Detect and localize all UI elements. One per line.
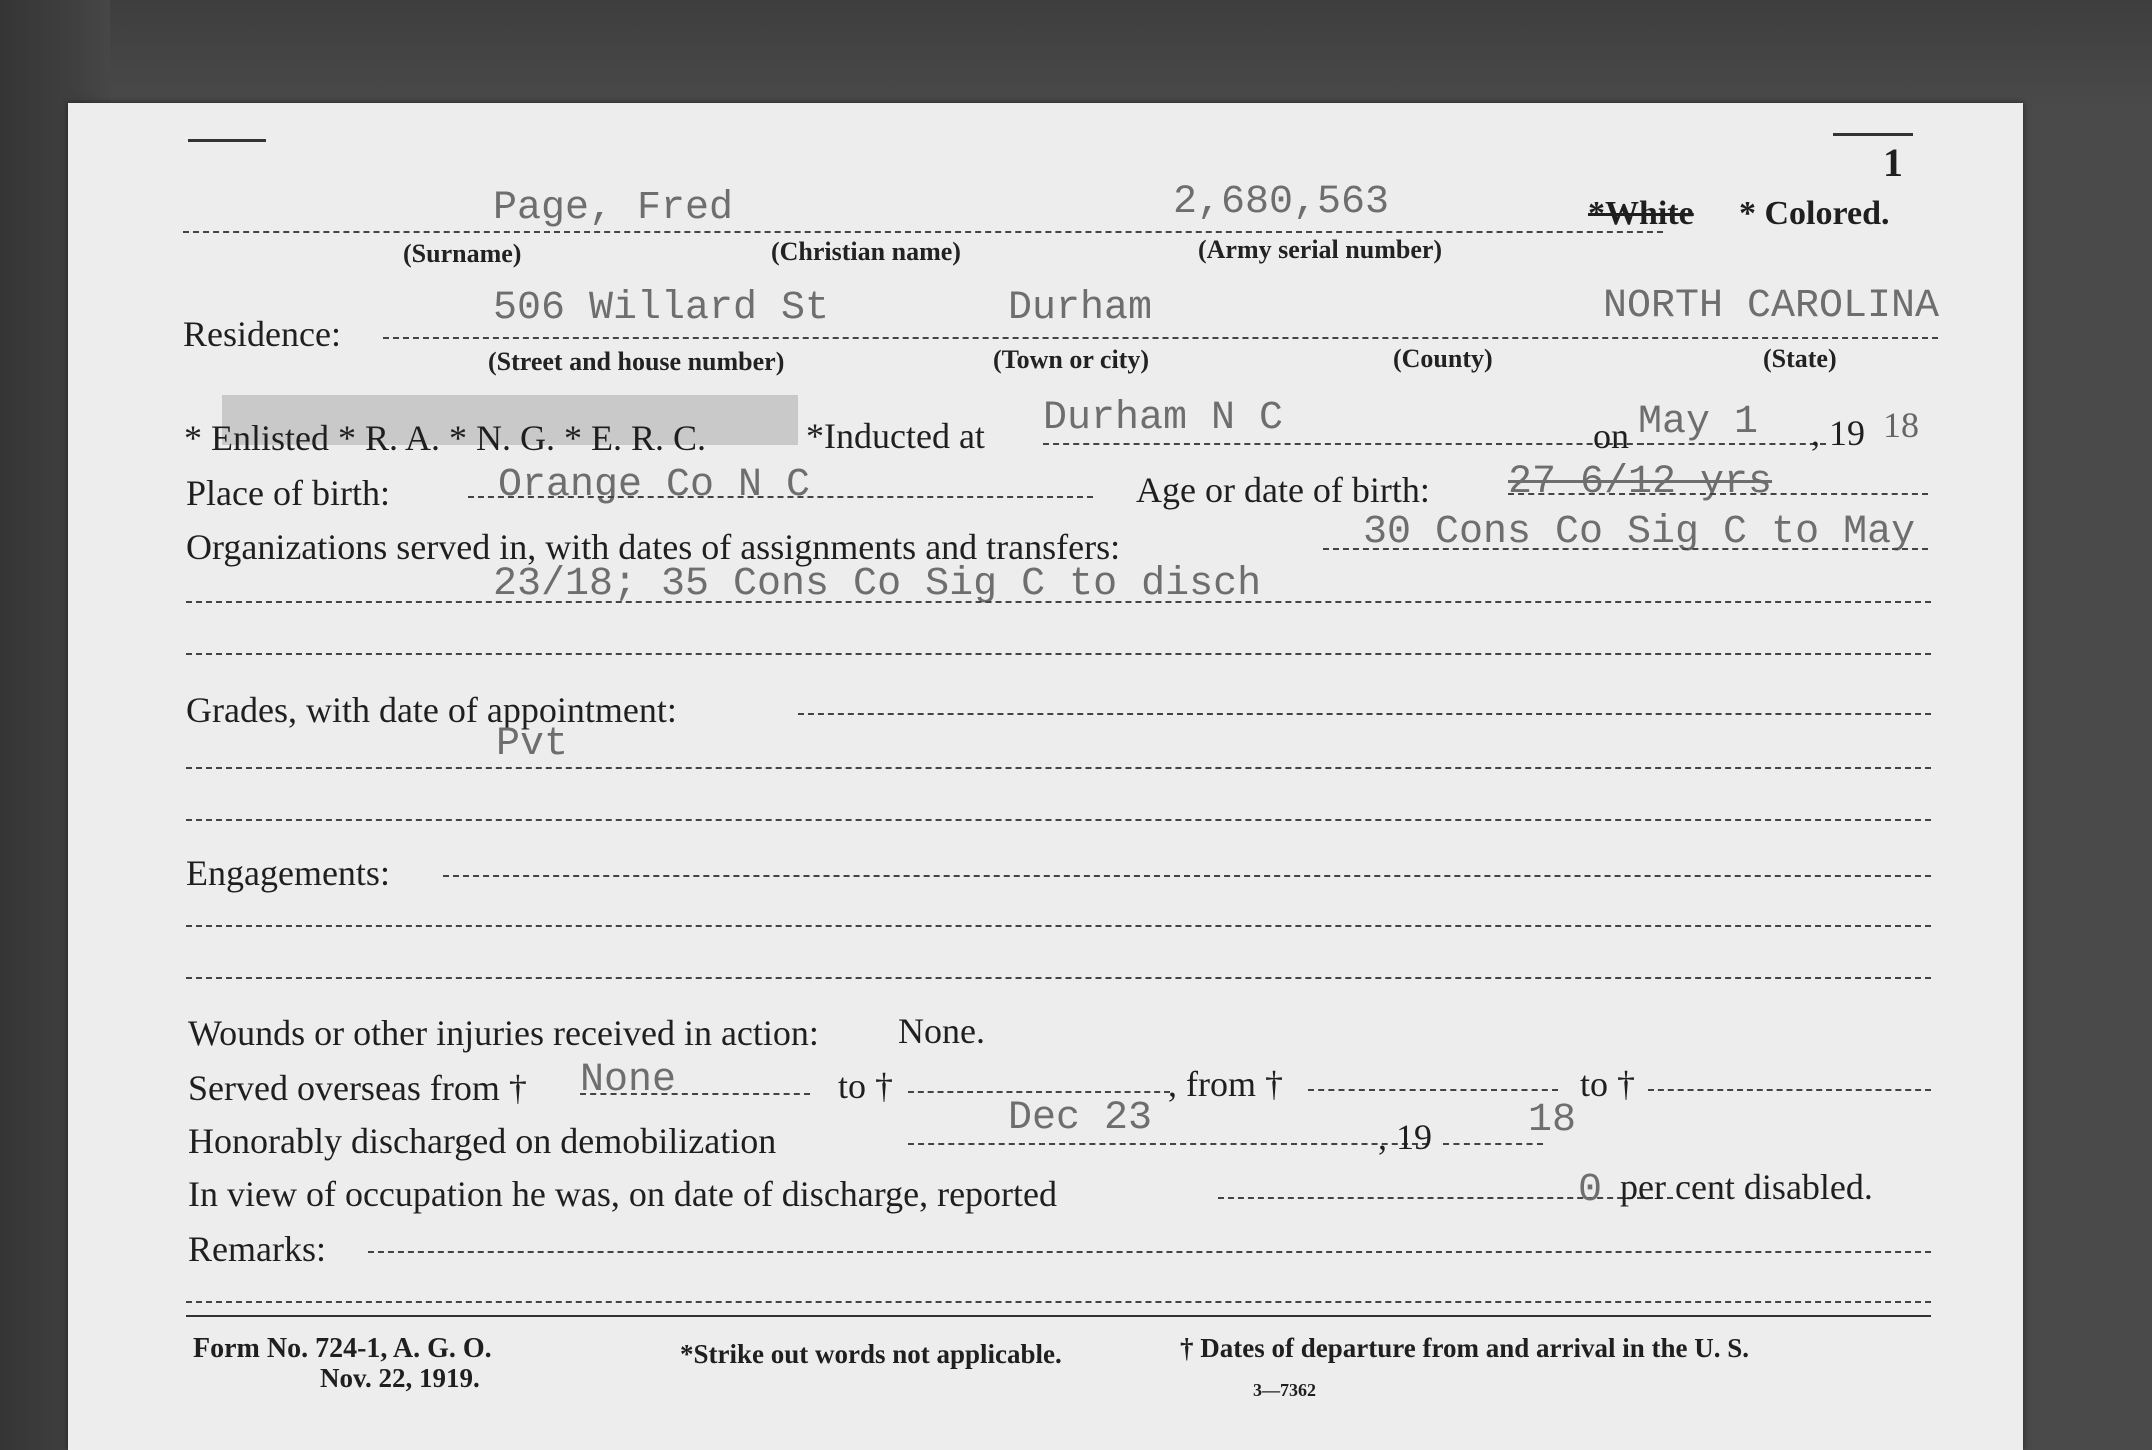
service-record-card (68, 103, 2023, 1450)
inducted-date-value: May 1 (1638, 400, 1759, 445)
remarks-line1 (368, 1251, 1931, 1253)
race-colored: * Colored. (1739, 195, 1890, 232)
discharge-date-line (908, 1143, 1428, 1145)
place-of-birth-line (468, 496, 1093, 498)
form-date: Nov. 22, 1919. (320, 1363, 480, 1393)
disability-label: In view of occupation he was, on date of discharge, reported (188, 1174, 1058, 1214)
name-value: Page, Fred (493, 186, 734, 231)
grades-label: Grades, with date of appointment: (186, 690, 677, 730)
enlisted-options: * Enlisted * R. A. * N. G. * E. R. C. (184, 418, 707, 458)
grades-value: Pvt (496, 722, 569, 767)
grades-line2 (186, 767, 1931, 769)
inducted-on-label: on (1593, 416, 1629, 456)
discharge-label: Honorably discharged on demobilization (188, 1121, 777, 1161)
place-of-birth-value: Orange Co N C (498, 463, 811, 508)
overseas-from-value: None (580, 1058, 677, 1103)
residence-state: NORTH CAROLINA (1603, 284, 1940, 329)
residence-street: 506 Willard St (493, 286, 830, 331)
dates-note: † Dates of departure from and arrival in the U. S. (1180, 1333, 1749, 1363)
discharge-year-line (1443, 1143, 1543, 1145)
top-left-rule (188, 139, 266, 142)
caption-state: (State) (1763, 344, 1837, 373)
organizations-line3 (186, 653, 1931, 655)
print-code: 3—7362 (1253, 1380, 1316, 1400)
organizations-label: Organizations served in, with dates of assignments and transfers: (186, 527, 1121, 567)
engagements-line3 (186, 977, 1931, 979)
inducted-line (1043, 443, 1653, 445)
engagements-line2 (186, 925, 1931, 927)
organizations-line1 (1323, 548, 1928, 550)
form-number: Form No. 724-1, A. G. O. (193, 1333, 492, 1364)
inducted-year-prefix: , 19 (1811, 413, 1865, 453)
overseas-from2-line (1308, 1089, 1558, 1091)
inducted-label: *Inducted at (806, 416, 985, 456)
overseas-to1-line (908, 1091, 1170, 1093)
caption-county: (County) (1393, 344, 1493, 373)
caption-street: (Street and house number) (488, 347, 785, 376)
card-number: 1 (1883, 140, 1903, 185)
top-right-rule (1833, 133, 1913, 136)
overseas-to2-line (1648, 1089, 1931, 1091)
age-value: 27 6/12 yrs (1508, 460, 1773, 505)
grades-line3 (186, 819, 1931, 821)
name-line (183, 231, 1663, 233)
disability-value: 0 (1578, 1168, 1603, 1213)
organizations-line2 (186, 601, 1931, 603)
grades-line1 (798, 713, 1931, 715)
residence-label: Residence: (183, 314, 341, 354)
wounds-label: Wounds or other injuries received in action: (188, 1013, 819, 1053)
remarks-label: Remarks: (188, 1229, 326, 1269)
caption-serial-number: (Army serial number) (1198, 235, 1443, 264)
remarks-line2 (186, 1301, 1931, 1303)
disability-suffix: per cent disabled. (1620, 1167, 1873, 1207)
inducted-year-suffix: 18 (1883, 405, 1919, 445)
residence-line (383, 337, 1938, 339)
overseas-from-label: Served overseas from † (188, 1068, 527, 1108)
discharge-date-value: Dec 23 (1008, 1096, 1153, 1141)
footer-rule (186, 1315, 1931, 1317)
residence-town: Durham (1008, 286, 1153, 331)
caption-christian-name: (Christian name) (771, 237, 961, 266)
discharge-year-prefix: , 19 (1378, 1117, 1432, 1157)
overseas-from2-label: , from † (1168, 1064, 1283, 1104)
overseas-to2-label: to † (1580, 1064, 1636, 1104)
race-white: *White (1588, 195, 1694, 232)
age-label: Age or date of birth: (1136, 470, 1430, 510)
caption-surname: (Surname) (403, 239, 522, 268)
overseas-to1-label: to † (838, 1066, 894, 1106)
organizations-line2-value: 23/18; 35 Cons Co Sig C to disch (493, 562, 1262, 607)
wounds-value: None. (898, 1011, 985, 1051)
strike-note: *Strike out words not applicable. (680, 1339, 1062, 1369)
engagements-label: Engagements: (186, 853, 390, 893)
engagements-line1 (443, 875, 1931, 877)
overseas-from-line (580, 1093, 810, 1095)
serial-number-value: 2,680,563 (1173, 180, 1390, 225)
inducted-at-value: Durham N C (1043, 396, 1284, 441)
age-line (1508, 493, 1928, 495)
discharge-year-suffix: 18 (1528, 1098, 1577, 1143)
background-top (0, 0, 2152, 110)
caption-town: (Town or city) (993, 345, 1149, 374)
organizations-line1-value: 30 Cons Co Sig C to May (1363, 510, 1916, 555)
inducted-date-line (1638, 443, 1826, 445)
disability-line (1218, 1197, 1673, 1199)
place-of-birth-label: Place of birth: (186, 473, 390, 513)
